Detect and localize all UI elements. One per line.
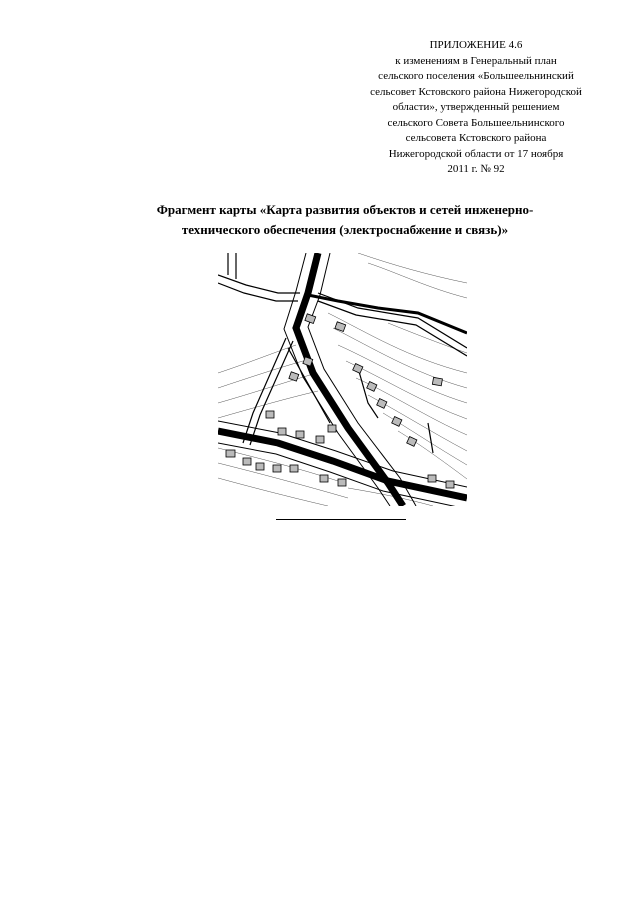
- separator-line: [276, 519, 406, 520]
- title-line-1: Фрагмент карты «Карта развития объектов и сетей инженерно-: [156, 202, 534, 217]
- appendix-line: сельского поселения «Большеельнинский: [378, 70, 574, 82]
- appendix-line: сельсовет Кстовского района Нижегородской: [370, 85, 582, 98]
- appendix-line: к изменениям в Генеральный план: [395, 54, 557, 67]
- appendix-line: сельсовета Кстовского района: [405, 132, 547, 144]
- appendix-header: [330, 38, 622, 178]
- appendix-line: 2011 г. № 92: [447, 163, 505, 175]
- map-fragment-image: [218, 253, 467, 506]
- appendix-line: Нижегородской области от 17 ноября: [388, 147, 564, 160]
- map-fragment-title: [100, 200, 590, 240]
- power-line-branch: [308, 295, 467, 333]
- title-line-2: технического обеспечения (электроснабжение и связь)»: [181, 222, 509, 237]
- appendix-line: сельского Совета Большеельнинского: [387, 116, 565, 129]
- appendix-heading: ПРИЛОЖЕНИЕ 4.6: [429, 39, 523, 51]
- appendix-line: области», утвержденный решением: [392, 101, 560, 113]
- main-power-line: [218, 253, 467, 506]
